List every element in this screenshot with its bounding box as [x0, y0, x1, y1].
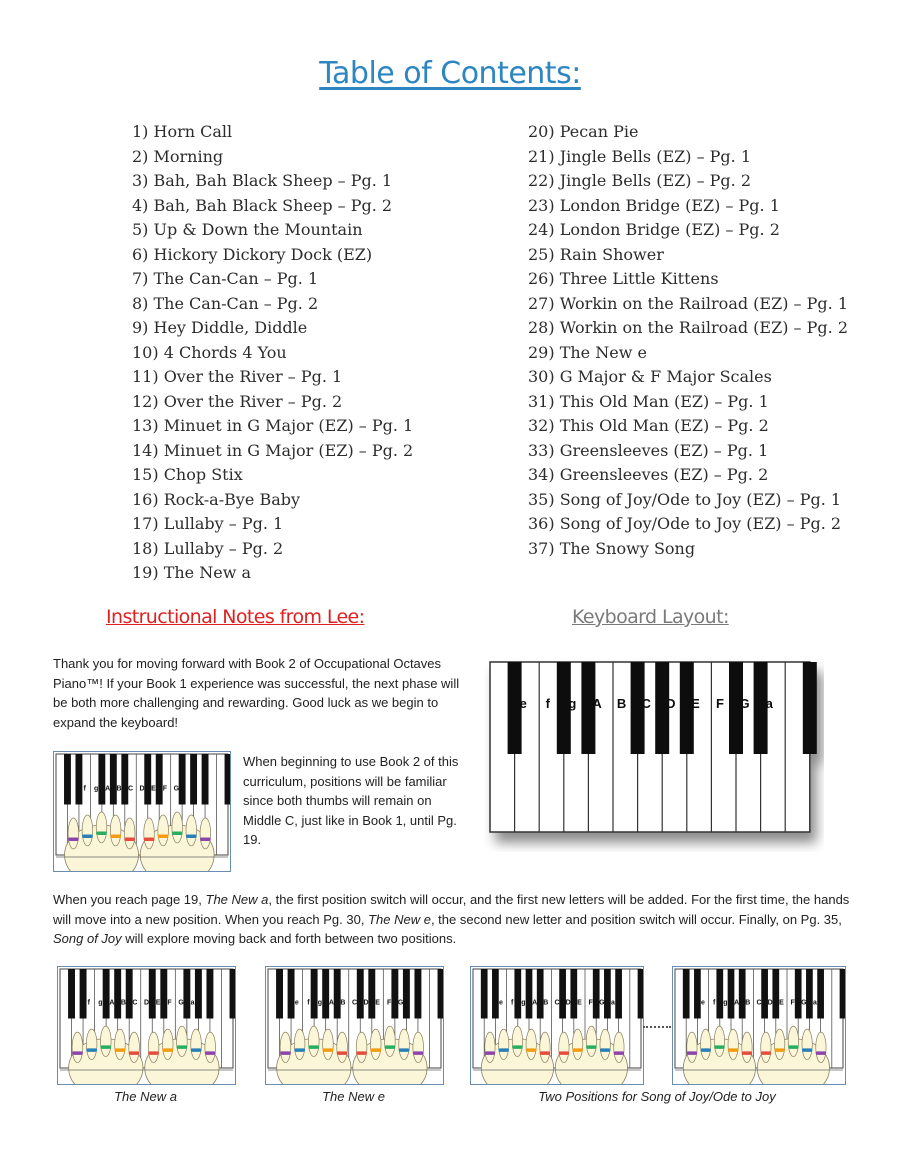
finger — [115, 1029, 126, 1059]
key-letter-label: D — [139, 785, 145, 793]
finger — [191, 1029, 202, 1059]
finger-ring — [586, 1045, 596, 1049]
key-letter-label: a — [190, 999, 195, 1007]
finger — [816, 1032, 826, 1062]
key-letter-label: f — [83, 785, 86, 793]
caption-new-a: The New a — [114, 1089, 177, 1104]
finger-ring — [742, 1051, 752, 1055]
finger-ring — [761, 1051, 771, 1055]
key-letter-label: A — [592, 696, 602, 711]
finger — [148, 1032, 159, 1062]
finger — [205, 1032, 216, 1062]
black-key — [110, 754, 117, 805]
key-letter-label: E — [691, 696, 700, 711]
toc-item: 34) Greensleeves (EZ) – Pg. 2 — [528, 465, 769, 484]
toc-item: 17) Lullaby – Pg. 1 — [132, 514, 284, 533]
finger-ring — [172, 831, 183, 835]
key-letter-label: f — [545, 696, 550, 711]
finger-ring — [614, 1051, 624, 1055]
toc-item: 37) The Snowy Song — [528, 538, 696, 558]
key-letter-label: e — [701, 999, 705, 1007]
keyboard-layout-heading: Keyboard Layout: — [572, 606, 729, 628]
black-key — [288, 969, 295, 1019]
finger — [413, 1032, 424, 1062]
finger — [280, 1032, 291, 1062]
key-letter-label: G — [178, 999, 184, 1007]
key-letter-label: g — [98, 999, 103, 1007]
finger — [308, 1026, 319, 1056]
toc-item: 3) Bah, Bah Black Sheep – Pg. 1 — [132, 171, 393, 190]
black-key — [438, 969, 443, 1019]
joy-position-1-hands-image — [471, 967, 643, 1084]
finger — [761, 1032, 771, 1062]
key-letter-label: B — [116, 785, 122, 793]
finger-ring — [337, 1051, 348, 1055]
black-key — [593, 969, 600, 1019]
key-letter-label: E — [779, 999, 784, 1007]
finger-ring — [399, 1048, 410, 1052]
toc-item: 14) Minuet in G Major (EZ) – Pg. 2 — [132, 440, 414, 460]
new-a-hands-image — [58, 967, 235, 1084]
key-letter-label: F — [162, 785, 168, 793]
toc-item: 5) Up & Down the Mountain — [132, 220, 363, 239]
key-letter-label: a — [813, 999, 817, 1007]
caption-joy: Two Positions for Song of Joy/Ode to Joy — [538, 1089, 776, 1104]
finger — [774, 1029, 784, 1059]
finger — [499, 1029, 509, 1059]
finger — [96, 812, 107, 843]
black-key — [64, 754, 71, 805]
finger-ring — [687, 1051, 697, 1055]
finger-ring — [72, 1051, 83, 1055]
toc-item: 9) Hey Diddle, Diddle — [132, 318, 308, 337]
finger — [323, 1029, 334, 1059]
finger-ring — [68, 837, 79, 841]
black-key — [806, 969, 813, 1019]
black-key — [195, 969, 202, 1019]
finger — [586, 1026, 596, 1056]
black-key — [75, 754, 82, 805]
key-letter-label: E — [151, 785, 156, 793]
finger-ring — [280, 1051, 291, 1055]
key-letter-label: e — [519, 696, 527, 711]
key-letter-label: A — [328, 999, 334, 1007]
position-switch-paragraph — [53, 890, 853, 949]
key-letter-label: E — [155, 999, 161, 1007]
finger-ring — [816, 1051, 826, 1055]
key-letter-label: C — [554, 999, 560, 1007]
finger-ring — [559, 1051, 569, 1055]
finger-ring — [413, 1051, 424, 1055]
para-italic-title: Song of Joy — [53, 931, 122, 946]
finger-ring — [144, 837, 155, 841]
finger-ring — [205, 1051, 216, 1055]
key-letter-label: a — [611, 999, 615, 1007]
key-letter-label: A — [109, 999, 115, 1007]
black-key — [840, 969, 845, 1019]
finger — [100, 1026, 111, 1056]
finger-ring — [728, 1048, 738, 1052]
finger — [68, 818, 79, 849]
black-key — [803, 662, 817, 754]
para-italic-title: The New e — [368, 911, 431, 927]
intro-paragraph: Thank you for moving forward with Book 2 of Occupational Octaves Piano™! If your Book 1 experience was successful, the next phase will be both more challenging and rewarding. Good luck as we begin to expand the keyboard! — [53, 656, 460, 730]
finger — [124, 818, 135, 849]
finger — [144, 818, 155, 849]
toc-item: 7) The Can-Can – Pg. 1 — [132, 269, 319, 288]
toc-item: 15) Chop Stix — [132, 465, 243, 484]
finger — [86, 1029, 97, 1059]
finger-ring — [512, 1045, 522, 1049]
finger-ring — [701, 1048, 711, 1052]
toc-item: 32) This Old Man (EZ) – Pg. 2 — [528, 416, 769, 435]
key-letter-label: D — [767, 999, 773, 1007]
middle-c-position-picture — [53, 751, 231, 872]
key-letter-label: g — [723, 999, 728, 1007]
key-letter-label: F — [790, 999, 795, 1007]
black-key — [604, 969, 611, 1019]
finger — [701, 1029, 711, 1059]
toc-item: 12) Over the River – Pg. 2 — [132, 391, 343, 411]
finger-ring — [774, 1048, 784, 1052]
key-letter-label: C — [132, 999, 138, 1007]
black-key — [526, 969, 533, 1019]
para-text: When you reach page 19, — [53, 892, 206, 907]
key-letter-label: g — [521, 999, 526, 1007]
black-key — [694, 969, 701, 1019]
finger-ring — [148, 1051, 159, 1055]
joy-position-1-picture — [470, 966, 644, 1085]
finger — [802, 1029, 812, 1059]
key-letter-label: C — [351, 999, 358, 1007]
caption-new-e: The New e — [322, 1089, 385, 1104]
finger — [200, 818, 211, 849]
black-key — [156, 754, 163, 805]
finger — [526, 1029, 536, 1059]
black-key — [311, 969, 318, 1019]
finger-ring — [177, 1045, 188, 1049]
key-letter-label: F — [167, 999, 172, 1007]
black-key — [121, 754, 128, 805]
finger — [356, 1032, 367, 1062]
toc-item: 31) This Old Man (EZ) – Pg. 1 — [528, 391, 769, 411]
black-key — [206, 969, 213, 1019]
finger-ring — [191, 1048, 202, 1052]
toc-item: 25) Rain Shower — [528, 244, 664, 264]
key-letter-label: C — [756, 999, 762, 1007]
finger-ring — [499, 1048, 509, 1052]
finger — [337, 1032, 348, 1062]
black-key — [559, 969, 566, 1019]
finger-ring — [115, 1048, 126, 1052]
new-a-position-picture — [57, 966, 236, 1085]
toc-left-column — [132, 120, 413, 586]
finger — [370, 1029, 381, 1059]
finger — [399, 1029, 410, 1059]
black-key — [414, 969, 421, 1019]
finger — [172, 812, 183, 843]
finger-ring — [370, 1048, 381, 1052]
key-letter-label: D — [666, 696, 676, 711]
key-letter-label: a — [765, 696, 773, 711]
finger-ring — [158, 834, 169, 838]
black-key — [114, 969, 121, 1019]
toc-item: 13) Minuet in G Major (EZ) – Pg. 1 — [132, 416, 414, 435]
finger-ring — [110, 834, 121, 838]
finger — [559, 1032, 569, 1062]
key-letter-label: G — [173, 785, 180, 793]
black-key — [225, 754, 230, 805]
key-letter-label: D — [363, 999, 369, 1007]
key-letter-label: F — [588, 999, 593, 1007]
finger-ring — [124, 837, 135, 841]
toc-item: 19) The New a — [132, 563, 252, 582]
key-letter-label: G — [739, 696, 750, 711]
toc-item: 20) Pecan Pie — [528, 122, 639, 141]
finger — [728, 1029, 738, 1059]
black-key — [638, 969, 643, 1019]
black-key — [481, 969, 488, 1019]
finger — [614, 1032, 624, 1062]
key-letter-label: g — [568, 696, 577, 711]
finger-ring — [323, 1048, 334, 1052]
black-key — [103, 969, 110, 1019]
key-letter-label: G — [599, 999, 605, 1007]
finger — [512, 1026, 522, 1056]
black-key — [149, 969, 156, 1019]
para-text: , the second new letter and position switch will occur. Finally, on Pg. 35, — [430, 911, 842, 927]
toc-item: 6) Hickory Dickory Dock (EZ) — [132, 244, 373, 264]
toc-item: 30) G Major & F Major Scales — [528, 367, 772, 386]
finger-ring — [200, 837, 211, 841]
black-key — [391, 969, 398, 1019]
finger — [82, 815, 93, 846]
joy-position-2-hands-image — [673, 967, 845, 1084]
key-letter-label: B — [745, 999, 751, 1007]
key-letter-label: g — [317, 999, 323, 1007]
key-letter-label: B — [616, 696, 627, 711]
key-letter-label: A — [734, 999, 740, 1007]
finger — [540, 1032, 550, 1062]
key-letter-label: D — [565, 999, 571, 1007]
toc-item: 22) Jingle Bells (EZ) – Pg. 2 — [528, 171, 752, 190]
keyboard-layout-diagram — [484, 656, 824, 852]
finger-ring — [788, 1045, 798, 1049]
black-key — [230, 969, 235, 1019]
black-key — [761, 969, 768, 1019]
finger-ring — [100, 1045, 111, 1049]
key-letter-label: D — [143, 999, 150, 1007]
para-text: , the first position switch will occur, and the first new letters will be added. For the first time, the hands will move into a new position. When you reach Pg. 30, — [53, 892, 850, 927]
finger — [742, 1032, 752, 1062]
toc-item: 18) Lullaby – Pg. 2 — [132, 538, 284, 558]
black-key — [322, 969, 329, 1019]
new-e-hands-image — [266, 967, 443, 1084]
black-key — [160, 969, 167, 1019]
black-key — [514, 969, 521, 1019]
toc-item: 23) London Bridge (EZ) – Pg. 1 — [528, 195, 780, 215]
black-key — [615, 969, 622, 1019]
toc-item: 10) 4 Chords 4 You — [132, 342, 287, 362]
toc-item: 11) Over the River – Pg. 1 — [132, 367, 343, 386]
finger — [110, 815, 121, 846]
finger — [72, 1032, 83, 1062]
dotted-connector — [643, 1026, 671, 1028]
black-key — [492, 969, 499, 1019]
middle-c-hands-image — [54, 752, 230, 871]
key-letter-label: f — [511, 999, 514, 1007]
black-key — [570, 969, 577, 1019]
toc-right-column — [528, 120, 848, 561]
toc-item: 26) Three Little Kittens — [528, 269, 719, 288]
key-letter-label: F — [716, 696, 724, 711]
key-letter-label: A — [532, 999, 538, 1007]
toc-item: 4) Bah, Bah Black Sheep – Pg. 2 — [132, 195, 393, 215]
black-key — [80, 969, 87, 1019]
toc-item: 8) The Can-Can – Pg. 2 — [132, 293, 319, 313]
finger — [572, 1029, 582, 1059]
finger-ring — [802, 1048, 812, 1052]
key-letter-label: C — [641, 696, 651, 711]
black-key — [537, 969, 544, 1019]
black-key — [817, 969, 824, 1019]
finger-ring — [186, 834, 197, 838]
toc-item: 21) Jingle Bells (EZ) – Pg. 1 — [528, 146, 752, 166]
key-letter-label: E — [577, 999, 582, 1007]
finger-ring — [385, 1045, 396, 1049]
key-letter-label: f — [307, 999, 310, 1007]
black-key — [144, 754, 151, 805]
black-key — [68, 969, 75, 1019]
finger — [485, 1032, 495, 1062]
key-letter-label: C — [128, 785, 134, 793]
toc-item: 16) Rock-a-Bye Baby — [132, 489, 301, 509]
finger-ring — [82, 834, 93, 838]
finger-ring — [714, 1045, 724, 1049]
black-key — [716, 969, 723, 1019]
finger-ring — [356, 1051, 367, 1055]
toc-item: 27) Workin on the Railroad (EZ) – Pg. 1 — [528, 293, 848, 313]
black-key — [179, 754, 186, 805]
finger-ring — [540, 1051, 550, 1055]
black-key — [183, 969, 190, 1019]
thumbs-paragraph: When beginning to use Book 2 of this curriculum, positions will be familiar since both thumbs will remain on Middle C, just like in Book 1, until Pg. 19. — [243, 754, 459, 847]
key-letter-label: f — [87, 999, 91, 1007]
finger — [714, 1026, 724, 1056]
black-key — [98, 754, 105, 805]
new-e-position-picture — [265, 966, 444, 1085]
finger-ring — [526, 1048, 536, 1052]
key-letter-label: G — [397, 999, 404, 1007]
toc-item: 2) Morning — [132, 146, 224, 166]
key-letter-label: F — [386, 999, 392, 1007]
toc-item: 36) Song of Joy/Ode to Joy (EZ) – Pg. 2 — [528, 514, 842, 533]
finger-ring — [600, 1048, 610, 1052]
black-key — [795, 969, 802, 1019]
finger — [687, 1032, 697, 1062]
finger-ring — [86, 1048, 97, 1052]
finger-ring — [485, 1051, 495, 1055]
black-key — [772, 969, 779, 1019]
finger — [186, 815, 197, 846]
finger — [129, 1032, 140, 1062]
toc-item: 29) The New e — [528, 342, 647, 362]
black-key — [357, 969, 364, 1019]
black-key — [190, 754, 197, 805]
finger-ring — [308, 1045, 319, 1049]
finger-ring — [572, 1048, 582, 1052]
finger — [294, 1029, 305, 1059]
black-key — [403, 969, 410, 1019]
key-letter-label: e — [499, 999, 503, 1007]
key-letter-label: G — [801, 999, 807, 1007]
toc-item: 33) Greensleeves (EZ) – Pg. 1 — [528, 440, 769, 460]
black-key — [276, 969, 283, 1019]
instructional-notes-heading: Instructional Notes from Lee: — [106, 606, 365, 628]
joy-position-2-picture — [672, 966, 846, 1085]
toc-item: 1) Horn Call — [132, 122, 233, 141]
finger — [600, 1029, 610, 1059]
toc-item: 35) Song of Joy/Ode to Joy (EZ) – Pg. 1 — [528, 489, 842, 509]
finger — [788, 1026, 798, 1056]
key-letter-label: E — [375, 999, 380, 1007]
key-letter-label: g — [93, 785, 99, 793]
page-title: Table of Contents: — [319, 56, 581, 91]
finger-ring — [162, 1048, 173, 1052]
toc-item: 28) Workin on the Railroad (EZ) – Pg. 2 — [528, 318, 848, 337]
black-key — [739, 969, 746, 1019]
key-letter-label: A — [105, 785, 111, 793]
finger-ring — [129, 1051, 140, 1055]
finger — [177, 1026, 188, 1056]
black-key — [334, 969, 341, 1019]
para-text: will explore moving back and forth between two positions. — [121, 931, 457, 946]
key-letter-label: B — [340, 999, 346, 1007]
key-letter-label: B — [120, 999, 126, 1007]
key-letter-label: f — [713, 999, 716, 1007]
finger-ring — [294, 1048, 305, 1052]
black-key — [368, 969, 375, 1019]
black-key — [202, 754, 209, 805]
finger — [158, 815, 169, 846]
finger — [162, 1029, 173, 1059]
key-letter-label: B — [543, 999, 549, 1007]
key-letter-label: e — [294, 999, 299, 1007]
black-key — [683, 969, 690, 1019]
black-key — [728, 969, 735, 1019]
black-key — [126, 969, 133, 1019]
toc-item: 24) London Bridge (EZ) – Pg. 2 — [528, 220, 780, 239]
finger — [385, 1026, 396, 1056]
finger-ring — [96, 831, 107, 835]
para-italic-title: The New a — [205, 892, 269, 907]
